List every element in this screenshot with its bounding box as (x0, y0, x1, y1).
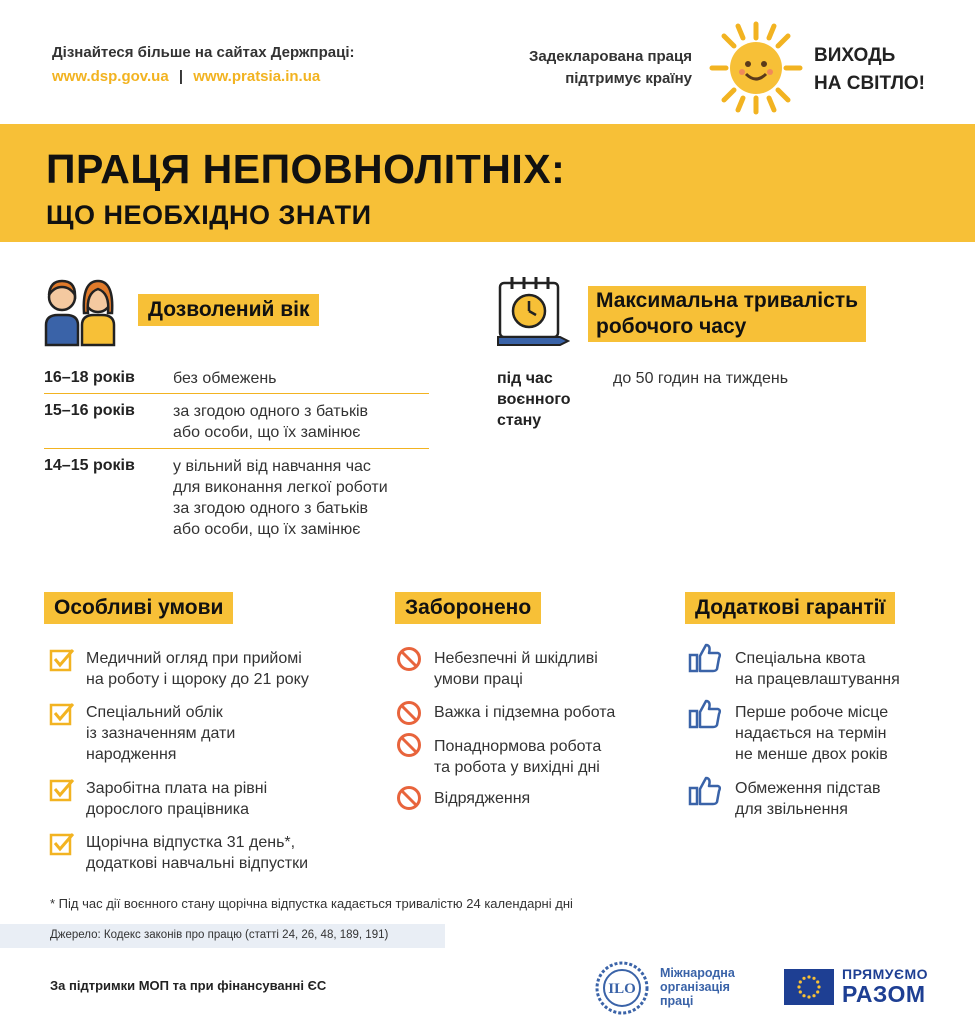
learn-more-text: Дізнайтеся більше на сайтах Держпраці: (52, 44, 355, 61)
age-row-3-line-3: за згодою одного з батьків (173, 500, 369, 517)
checkbox-icon (49, 831, 75, 857)
special-item-2-line-1: Спеціальний облік (86, 704, 223, 721)
checkbox-icon (49, 701, 75, 727)
ilo-name (660, 966, 735, 1008)
calendar-clock-icon (494, 275, 570, 347)
sun-mascot-icon (708, 20, 804, 116)
hours-label (497, 368, 571, 431)
pratsia-link[interactable]: www.pratsia.in.ua (193, 68, 321, 85)
campaign-line-1: ВИХОДЬ (814, 45, 896, 66)
support-text: За підтримки МОП та при фінансуванні ЄС (50, 978, 327, 993)
hours-label-line-1: під час (497, 370, 553, 387)
guarantees-item-3-line-2: для звільнення (735, 801, 848, 818)
hours-heading (588, 286, 866, 342)
campaign-line-2: НА СВІТЛО! (814, 73, 926, 94)
guarantees-item-2-line-3: не менше двох років (735, 746, 888, 763)
hours-heading-line-1: Максимальна тривалість (596, 289, 859, 312)
forbidden-item-3 (434, 736, 601, 778)
eu-slogan (842, 966, 928, 1006)
page-title: ПРАЦЯ НЕПОВНОЛІТНІХ: (46, 146, 566, 192)
age-row-2-label: 15–16 років (44, 402, 135, 419)
forbidden-item-2-line-1: Важка і підземна робота (434, 704, 616, 721)
hours-label-line-3: стану (497, 412, 542, 429)
hours-value: до 50 годин на тиждень (613, 370, 789, 387)
special-item-1 (86, 648, 309, 690)
ilo-name-line-1: Міжнародна (660, 966, 735, 980)
slogan-line-2: підтримує країну (565, 70, 692, 87)
guarantees-item-2-line-1: Перше робоче місце (735, 704, 889, 721)
guarantees-item-2-line-2: надається на термін (735, 725, 887, 742)
eu-flag-icon (784, 969, 834, 1005)
age-heading: Дозволений вік (138, 294, 319, 326)
prohibited-icon (396, 700, 422, 726)
site-links (52, 68, 320, 85)
guarantees-item-1-line-2: на працевлаштування (735, 671, 900, 688)
source-text: Джерело: Кодекс законів про працю (статті 24, 26, 48, 189, 191) (50, 929, 389, 941)
prohibited-icon (396, 646, 422, 672)
title-banner (0, 124, 975, 242)
special-item-2-line-2: із зазначенням дати (86, 725, 236, 742)
eu-slogan-line-1: ПРЯМУЄМО (842, 966, 928, 982)
age-row-2-line-2: або особи, що їх замінює (173, 424, 361, 441)
age-row-2-desc (173, 401, 368, 443)
slogan (470, 46, 692, 90)
forbidden-item-3-line-1: Понаднормова робота (434, 738, 602, 755)
thumbs-up-icon (688, 698, 722, 730)
link-separator: | (178, 68, 184, 85)
page-subtitle: ЩО НЕОБХІДНО ЗНАТИ (46, 200, 372, 230)
guarantees-item-3 (735, 778, 880, 820)
special-item-4-line-2: додаткові навчальні відпустки (86, 855, 309, 872)
hours-label-line-2: воєнного (497, 391, 571, 408)
special-item-2-line-3: народження (86, 746, 177, 763)
forbidden-item-4-line-1: Відрядження (434, 790, 531, 807)
children-icon (42, 273, 118, 349)
ilo-emblem-text: ILO (608, 981, 636, 997)
age-row-3-line-2: для виконання легкої роботи (173, 479, 388, 496)
forbidden-item-1-line-1: Небезпечні й шкідливі (434, 650, 598, 667)
hours-heading-line-2: робочого часу (596, 315, 747, 338)
eu-slogan-line-2: РАЗОМ (842, 981, 926, 1007)
checkbox-icon (49, 777, 75, 803)
age-row-3-label: 14–15 років (44, 457, 135, 474)
eu-stars-icon (784, 969, 834, 1005)
age-row-2-line-1: за згодою одного з батьків (173, 403, 369, 420)
guarantees-item-2 (735, 702, 888, 765)
ilo-name-line-3: праці (660, 994, 694, 1008)
forbidden-heading: Заборонено (395, 592, 541, 624)
special-item-3-line-2: дорослого працівника (86, 801, 249, 818)
age-row-1-label: 16–18 років (44, 369, 135, 386)
forbidden-item-1 (434, 648, 598, 690)
source-bar (0, 924, 445, 948)
guarantees-item-1 (735, 648, 900, 690)
guarantees-item-3-line-1: Обмеження підстав (735, 780, 881, 797)
special-heading: Особливі умови (44, 592, 233, 624)
forbidden-item-2 (434, 702, 615, 723)
ilo-name-line-2: організація (660, 980, 730, 994)
age-row-3-desc (173, 456, 388, 540)
forbidden-item-4 (434, 788, 530, 809)
thumbs-up-icon (688, 775, 722, 807)
forbidden-item-3-line-2: та робота у вихідні дні (434, 759, 600, 776)
special-item-1-line-2: на роботу і щороку до 21 року (86, 671, 309, 688)
checkbox-icon (49, 647, 75, 673)
thumbs-up-icon (688, 642, 722, 674)
slogan-line-1: Задекларована праця (529, 48, 692, 65)
dsp-link[interactable]: www.dsp.gov.ua (52, 68, 169, 85)
guarantees-heading: Додаткові гарантії (685, 592, 895, 624)
special-item-2 (86, 702, 235, 765)
ilo-logo-icon (594, 960, 650, 1016)
age-divider-1 (44, 393, 429, 394)
age-row-3-line-1: у вільний від навчання час (173, 458, 371, 475)
special-item-3 (86, 778, 267, 820)
campaign-title (814, 42, 925, 98)
special-item-4-line-1: Щорічна відпустка 31 день*, (86, 834, 296, 851)
special-item-4 (86, 832, 308, 874)
age-row-1-desc (173, 368, 277, 389)
prohibited-icon (396, 732, 422, 758)
special-item-3-line-1: Заробітна плата на рівні (86, 780, 268, 797)
forbidden-item-1-line-2: умови праці (434, 671, 523, 688)
prohibited-icon (396, 785, 422, 811)
age-divider-2 (44, 448, 429, 449)
age-row-3-line-4: або особи, що їх замінює (173, 521, 361, 538)
guarantees-item-1-line-1: Спеціальна квота (735, 650, 866, 667)
special-item-1-line-1: Медичний огляд при прийомі (86, 650, 302, 667)
footnote: * Під час дії воєнного стану щорічна відпустка кадається тривалістю 24 календарні дні (50, 896, 573, 911)
age-row-1-line-1: без обмежень (173, 370, 277, 387)
